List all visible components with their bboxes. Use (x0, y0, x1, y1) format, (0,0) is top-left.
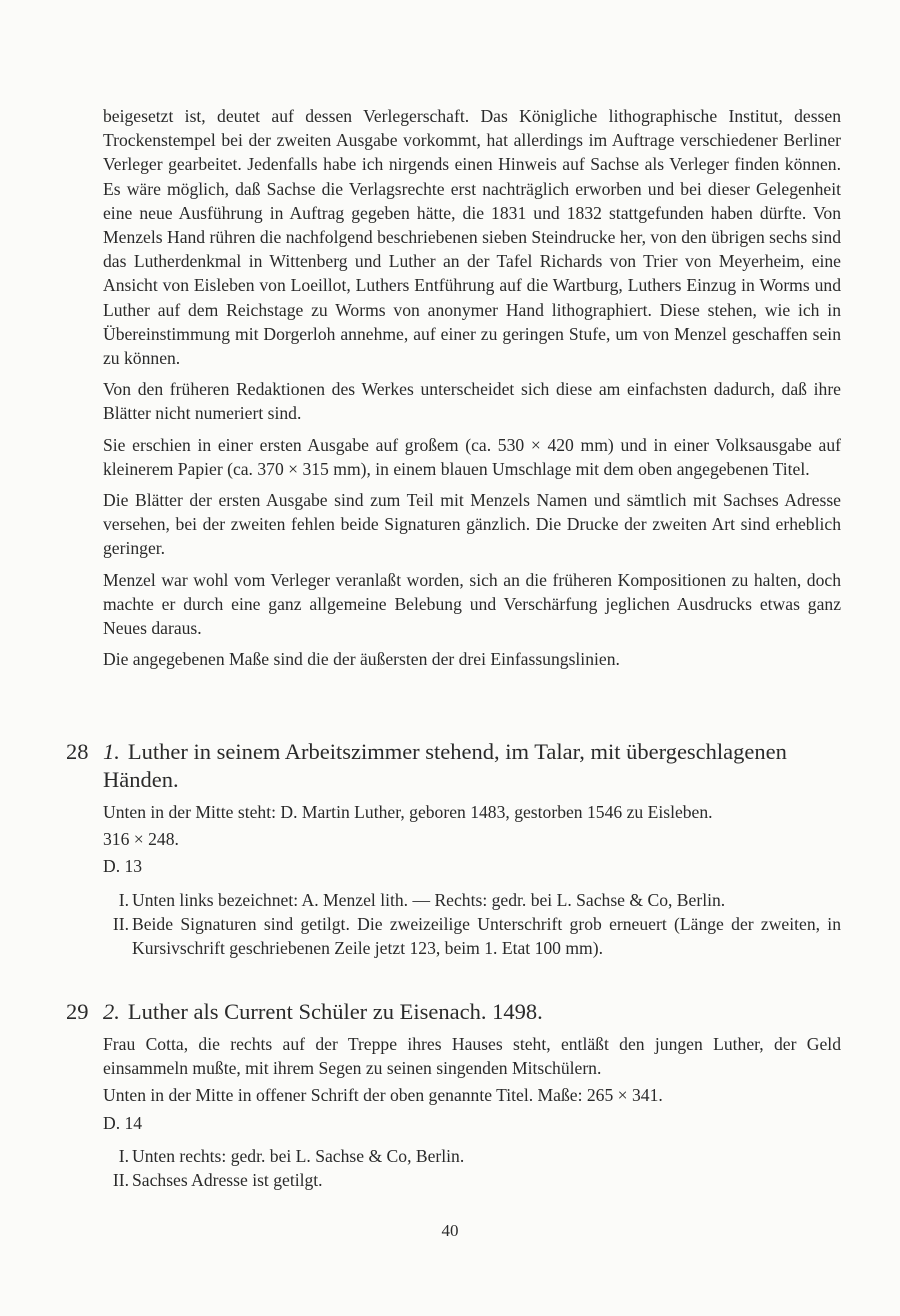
entry-dimensions: Unten in der Mitte in offener Schrift der oben genannte Titel. Maße: 265 × 341. (103, 1085, 663, 1106)
state-row (103, 888, 841, 912)
entry-body (103, 800, 841, 960)
entry-reference: D. 13 (103, 856, 143, 877)
entry-dimensions: 316 × 248. (103, 829, 179, 850)
intro-text (103, 104, 841, 678)
intro-paragraph: Die Blätter der ersten Ausgabe sind zum Teil mit Menzels Namen und sämtlich mit Sachses Adresse versehen, bei der zweiten fehlen beide Signaturen gänzlich. Die Drucke der zweiten Art sind erheblich geringer. (103, 490, 841, 559)
state-text: Beide Signaturen sind getilgt. Die zweizeilige Unterschrift grob erneuert (Länge der zweiten, in Kursivschrift geschriebenen Zeile jetzt 123, beim 1. Etat 100 mm). (132, 913, 841, 959)
state-row (103, 1168, 841, 1192)
state-roman: I. (118, 889, 129, 910)
state-roman: I. (118, 1145, 129, 1166)
entry-body (103, 1032, 841, 1192)
state-text: Sachses Adresse ist getilgt. (132, 1170, 323, 1191)
entry-number: 29 (66, 999, 89, 1024)
state-roman: II. (112, 1170, 129, 1191)
intro-paragraph: Sie erschien in einer ersten Ausgabe auf großem (ca. 530 × 420 mm) und in einer Volksausgabe auf kleinerem Papier (ca. 370 × 315 mm), in einem blauen Umschlage mit dem oben angegebenen Titel. (103, 434, 841, 479)
entry-number: 28 (66, 739, 89, 764)
entry-index: 2. (103, 999, 120, 1024)
entry-reference: D. 14 (103, 1112, 143, 1133)
state-row (103, 1144, 841, 1168)
entry-title (103, 998, 841, 1026)
state-text: Unten rechts: gedr. bei L. Sachse & Co, Berlin. (132, 1145, 465, 1166)
entry-title-text: Luther in seinem Arbeitszimmer stehend, im Talar, mit übergeschlagenen Händen. (103, 739, 787, 792)
state-roman: II. (112, 913, 129, 934)
intro-paragraph: Menzel war wohl vom Verleger veranlaßt worden, sich an die früheren Kompositionen zu halten, doch machte er durch eine ganz allgemeine Belebung und Verschärfung jeglichen Ausdrucks etwas ganz Neues daraus. (103, 569, 841, 639)
state-text: Unten links bezeichnet: A. Menzel lith. — Rechts: gedr. bei L. Sachse & Co, Berlin. (132, 889, 726, 910)
intro-paragraph: Die angegebenen Maße sind die der äußersten der drei Einfassungslinien. (103, 649, 620, 670)
entry-title-text: Luther als Current Schüler zu Eisenach. 1498. (127, 999, 543, 1024)
entry-description: Frau Cotta, die rechts auf der Treppe ihres Hauses steht, entläßt den jungen Luther, der Geld einsammeln mußte, mit ihrem Segen zu seinen singenden Mitschülern. (103, 1034, 841, 1079)
intro-paragraph: Von den früheren Redaktionen des Werkes unterscheidet sich diese am einfachsten dadurch, daß ihre Blätter nicht numeriert sind. (103, 379, 841, 424)
page-number: 40 (441, 1221, 459, 1240)
intro-paragraph: beigesetzt ist, deutet auf dessen Verlegerschaft. Das Königliche lithographische Institut, dessen Trockenstempel bei der zweiten Ausgabe vorkommt, hat allerdings im Auftrage verschiedener Berliner Verleger gearbeitet. Jedenfalls habe ich nirgends einen Hinweis auf Sachse als Verleger finden können. Es wäre möglich, daß Sachse die Verlagsrechte erst nachträglich erworben und bei dieser Gelegenheit eine neue Ausführung in Auftrag gegeben hätte, die 1831 und 1832 stattgefunden haben dürfte. Von Menzels Hand rühren die nachfolgend beschriebenen sieben Steindrucke her, von den übrigen sechs sind das Lutherdenkmal in Wittenberg und Luther an der Tafel Richards von Trier von Meyerheim, eine Ansicht von Eisleben von Loeillot, Luthers Entführung auf die Wartburg, Luthers Einzug in Worms und Luther auf dem Reichstage zu Worms von anonymer Hand lithographiert. Diese stehen, wie ich in Übereinstimmung mit Dorgerloh annehme, auf einer zu geringen Stufe, um von Menzel geschaffen sein zu können. (103, 106, 841, 369)
entry-title (103, 738, 841, 794)
state-row (103, 912, 841, 960)
entry-description: Unten in der Mitte steht: D. Martin Luther, geboren 1483, gestorben 1546 zu Eisleben. (103, 802, 713, 822)
entry-index: 1. (103, 739, 120, 764)
